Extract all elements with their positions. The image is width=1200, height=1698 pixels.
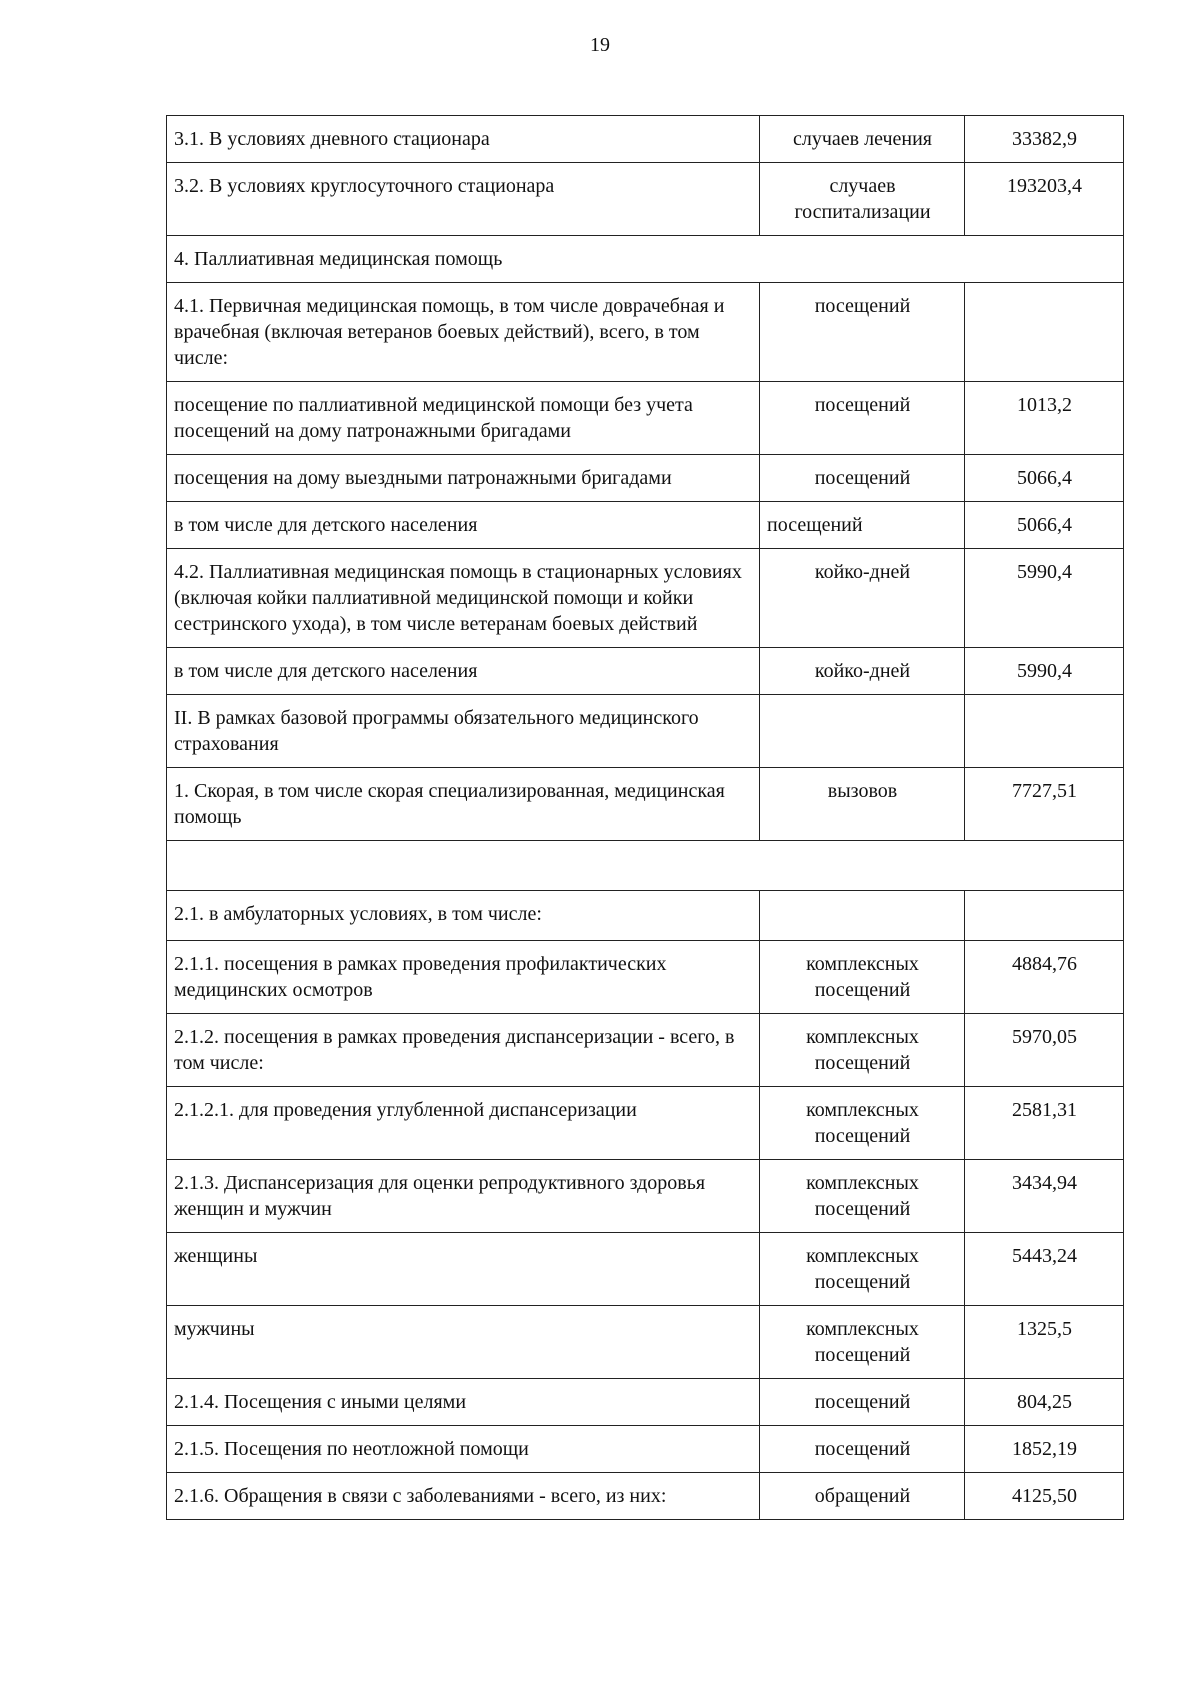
value-cell: 193203,4 (965, 163, 1124, 236)
unit-cell: койко-дней (760, 549, 965, 648)
unit-cell: посещений (760, 502, 965, 549)
unit-cell: вызовов (760, 768, 965, 841)
table-row (167, 1473, 1124, 1520)
table-row (167, 455, 1124, 502)
value-cell: 5990,4 (965, 549, 1124, 648)
table-row (167, 1306, 1124, 1379)
indicator-name-cell: 2.1.3. Диспансеризация для оценки репродуктивного здоровья женщин и мужчин (167, 1160, 760, 1233)
section-header-cell (167, 841, 1124, 891)
indicator-name-cell: 2.1.5. Посещения по неотложной помощи (167, 1426, 760, 1473)
table-row (167, 236, 1124, 283)
unit-cell: посещений (760, 283, 965, 382)
value-cell: 5443,24 (965, 1233, 1124, 1306)
table-row (167, 382, 1124, 455)
indicator-name-cell: в том числе для детского населения (167, 502, 760, 549)
table-row (167, 283, 1124, 382)
indicator-name-cell: 1. Скорая, в том числе скорая специализированная, медицинская помощь (167, 768, 760, 841)
table-row (167, 768, 1124, 841)
value-cell: 5990,4 (965, 648, 1124, 695)
section-header-cell: 4. Паллиативная медицинская помощь (167, 236, 1124, 283)
value-cell: 1852,19 (965, 1426, 1124, 1473)
indicator-name-cell: 3.2. В условиях круглосуточного стационара (167, 163, 760, 236)
table-row (167, 1233, 1124, 1306)
table-row (167, 1379, 1124, 1426)
table-row (167, 1426, 1124, 1473)
unit-cell: случаев госпитализации (760, 163, 965, 236)
unit-cell: комплексных посещений (760, 941, 965, 1014)
table-row (167, 116, 1124, 163)
indicator-name-cell: 2.1.6. Обращения в связи с заболеваниями - всего, из них: (167, 1473, 760, 1520)
indicator-name-cell: 2.1.4. Посещения с иными целями (167, 1379, 760, 1426)
value-cell: 5970,05 (965, 1014, 1124, 1087)
indicator-name-cell: женщины (167, 1233, 760, 1306)
unit-cell: посещений (760, 1379, 965, 1426)
indicator-name-cell: 3.1. В условиях дневного стационара (167, 116, 760, 163)
table-row (167, 1160, 1124, 1233)
value-cell: 804,25 (965, 1379, 1124, 1426)
unit-cell: посещений (760, 382, 965, 455)
value-cell (965, 695, 1124, 768)
indicator-name-cell: 4.1. Первичная медицинская помощь, в том числе доврачебная и врачебная (включая ветеранов боевых действий), всего, в том числе: (167, 283, 760, 382)
value-cell: 3434,94 (965, 1160, 1124, 1233)
table-row (167, 841, 1124, 891)
value-cell: 4884,76 (965, 941, 1124, 1014)
indicator-name-cell: 2.1.1. посещения в рамках проведения профилактических медицинских осмотров (167, 941, 760, 1014)
unit-cell: комплексных посещений (760, 1233, 965, 1306)
unit-cell: комплексных посещений (760, 1014, 965, 1087)
value-cell: 33382,9 (965, 116, 1124, 163)
value-cell: 5066,4 (965, 455, 1124, 502)
table-row (167, 502, 1124, 549)
volume-table (166, 115, 1124, 1520)
table-row (167, 163, 1124, 236)
indicator-name-cell: 2.1.2. посещения в рамках проведения диспансеризации - всего, в том числе: (167, 1014, 760, 1087)
value-cell: 4125,50 (965, 1473, 1124, 1520)
table-row (167, 695, 1124, 768)
unit-cell: комплексных посещений (760, 1160, 965, 1233)
unit-cell: случаев лечения (760, 116, 965, 163)
value-cell (965, 891, 1124, 941)
indicator-name-cell: 2.1. в амбулаторных условиях, в том числе: (167, 891, 760, 941)
value-cell: 5066,4 (965, 502, 1124, 549)
table-row (167, 549, 1124, 648)
indicator-name-cell: 4.2. Паллиативная медицинская помощь в стационарных условиях (включая койки паллиативной медицинской помощи и койки сестринского ухода), в том числе ветеранам боевых действий (167, 549, 760, 648)
indicator-name-cell: в том числе для детского населения (167, 648, 760, 695)
value-cell: 1325,5 (965, 1306, 1124, 1379)
unit-cell (760, 891, 965, 941)
table-row (167, 891, 1124, 941)
value-cell (965, 283, 1124, 382)
value-cell: 7727,51 (965, 768, 1124, 841)
table-row (167, 1087, 1124, 1160)
table-row (167, 648, 1124, 695)
indicator-name-cell: посещения на дому выездными патронажными бригадами (167, 455, 760, 502)
unit-cell: обращений (760, 1473, 965, 1520)
unit-cell: койко-дней (760, 648, 965, 695)
indicator-name-cell: 2.1.2.1. для проведения углубленной диспансеризации (167, 1087, 760, 1160)
unit-cell (760, 695, 965, 768)
table-body (167, 116, 1124, 1520)
value-cell: 1013,2 (965, 382, 1124, 455)
value-cell: 2581,31 (965, 1087, 1124, 1160)
indicator-name-cell: II. В рамках базовой программы обязательного медицинского страхования (167, 695, 760, 768)
table-row (167, 941, 1124, 1014)
unit-cell: комплексных посещений (760, 1087, 965, 1160)
unit-cell: посещений (760, 1426, 965, 1473)
page-number: 19 (590, 34, 610, 56)
indicator-name-cell: мужчины (167, 1306, 760, 1379)
unit-cell: посещений (760, 455, 965, 502)
unit-cell: комплексных посещений (760, 1306, 965, 1379)
indicator-name-cell: посещение по паллиативной медицинской помощи без учета посещений на дому патронажными бригадами (167, 382, 760, 455)
table-row (167, 1014, 1124, 1087)
